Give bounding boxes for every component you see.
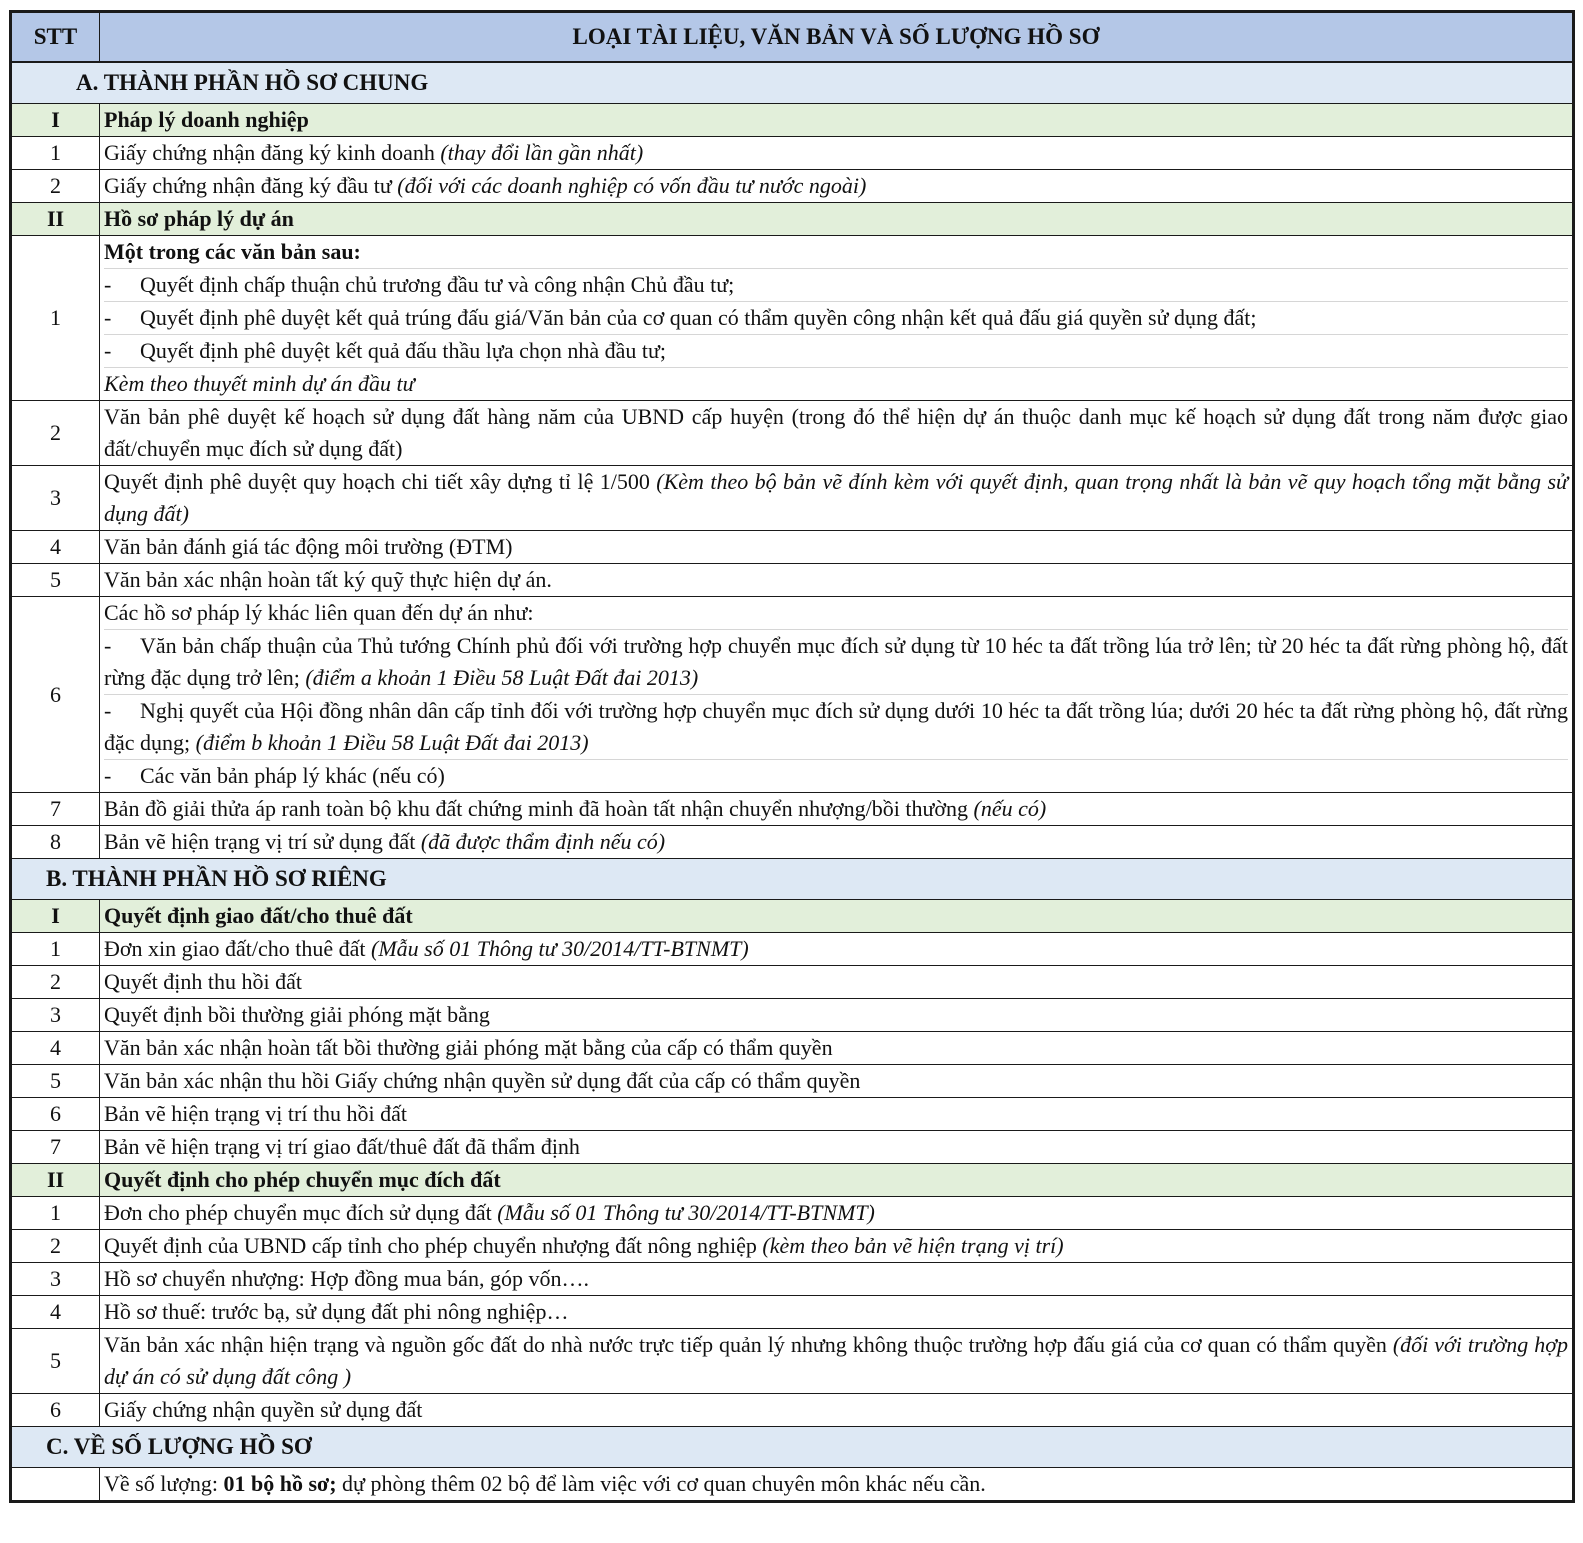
row-number: 3 (12, 999, 100, 1032)
group-number: II (12, 203, 100, 236)
row-text: Quyết định thu hồi đất (100, 966, 1573, 999)
row-note: (kèm theo bản vẽ hiện trạng vị trí) (762, 1233, 1064, 1258)
row-number: 2 (12, 1230, 100, 1263)
row-text: Bản vẽ hiện trạng vị trí thu hồi đất (100, 1098, 1573, 1131)
row-number: 4 (12, 531, 100, 564)
row-number: 8 (12, 826, 100, 859)
row-text (100, 597, 1573, 793)
title-header: LOẠI TÀI LIỆU, VĂN BẢN VÀ SỐ LƯỢNG HỒ SƠ (100, 13, 1573, 63)
list-item: - Quyết định chấp thuận chủ trương đầu tư và công nhận Chủ đầu tư; (104, 268, 1568, 301)
table-row (12, 1263, 1573, 1296)
row-text: Bản vẽ hiện trạng vị trí sử dụng đất (đã được thẩm định nếu có) (100, 826, 1573, 859)
row-text: Đơn xin giao đất/cho thuê đất (Mẫu số 01 Thông tư 30/2014/TT-BTNMT) (100, 933, 1573, 966)
group-row (12, 1164, 1573, 1197)
row-number: 6 (12, 1394, 100, 1427)
group-number: I (12, 104, 100, 137)
row-number: 2 (12, 966, 100, 999)
row-text: Về số lượng: 01 bộ hồ sơ; dự phòng thêm 02 bộ để làm việc với cơ quan chuyên môn khác nếu cần. (100, 1468, 1573, 1501)
group-number: II (12, 1164, 100, 1197)
row-text: Quyết định của UBND cấp tỉnh cho phép chuyển nhượng đất nông nghiệp (kèm theo bản vẽ hiện trạng vị trí) (100, 1230, 1573, 1263)
table-row (12, 1065, 1573, 1098)
table-row (12, 597, 1573, 793)
row-text: Văn bản xác nhận hoàn tất ký quỹ thực hiện dự án. (100, 564, 1573, 597)
row-number (12, 1468, 100, 1501)
row-lead: Các hồ sơ pháp lý khác liên quan đến dự án như: (104, 600, 534, 625)
section-b-title: B. THÀNH PHẦN HỒ SƠ RIÊNG (12, 859, 1573, 900)
row-number: 5 (12, 1329, 100, 1394)
list-item: - Văn bản chấp thuận của Thủ tướng Chính phủ đối với trường hợp chuyển mục đích sử dụng từ 10 héc ta đất trồng lúa trở lên; từ 20 héc ta đất rừng phòng hộ, đất rừng đặc dụng trở lên; (điểm a khoản 1 Điều 58 Luật Đất đai 2013) (104, 629, 1568, 694)
row-text: Văn bản phê duyệt kế hoạch sử dụng đất hàng năm của UBND cấp huyện (trong đó thể hiện dự án thuộc danh mục kế hoạch sử dụng đất trong năm được giao đất/chuyển mục đích sử dụng đất) (100, 401, 1573, 466)
table-row (12, 966, 1573, 999)
row-note: (Mẫu số 01 Thông tư 30/2014/TT-BTNMT) (371, 936, 749, 961)
table-row (12, 170, 1573, 203)
row-note: (Kèm theo bộ bản vẽ đính kèm với quyết định, quan trọng nhất là bản vẽ quy hoạch tổng mặt bằng sử dụng đất) (104, 469, 1568, 526)
section-a-row (12, 62, 1573, 104)
row-note: (đối với các doanh nghiệp có vốn đầu tư nước ngoài) (397, 173, 867, 198)
table-row (12, 401, 1573, 466)
table-row (12, 933, 1573, 966)
row-lead: Một trong các văn bản sau: (104, 239, 361, 264)
group-row (12, 104, 1573, 137)
row-number: 1 (12, 933, 100, 966)
section-c-title: C. VỀ SỐ LƯỢNG HỒ SƠ (12, 1427, 1573, 1468)
row-number: 2 (12, 170, 100, 203)
row-text: Bản đồ giải thửa áp ranh toàn bộ khu đất chứng minh đã hoàn tất nhận chuyển nhượng/bồi thường (nếu có) (100, 793, 1573, 826)
table-row (12, 1230, 1573, 1263)
group-row (12, 203, 1573, 236)
table-row (12, 1394, 1573, 1427)
row-text: Văn bản xác nhận hiện trạng và nguồn gốc đất do nhà nước trực tiếp quản lý nhưng không thuộc trường hợp đấu giá của cơ quan có thẩm quyền (đối với trường hợp dự án có sử dụng đất công ) (100, 1329, 1573, 1394)
row-text: Giấy chứng nhận đăng ký đầu tư (đối với các doanh nghiệp có vốn đầu tư nước ngoài) (100, 170, 1573, 203)
row-text: Quyết định bồi thường giải phóng mặt bằng (100, 999, 1573, 1032)
row-number: 7 (12, 1131, 100, 1164)
row-text (100, 236, 1573, 401)
row-number: 6 (12, 1098, 100, 1131)
bold-text: 01 bộ hồ sơ; (223, 1471, 337, 1496)
row-number: 1 (12, 137, 100, 170)
table-row (12, 793, 1573, 826)
row-tail: Kèm theo thuyết minh dự án đầu tư (104, 367, 1568, 400)
document-table-sheet (9, 10, 1575, 1503)
row-text: Hồ sơ chuyển nhượng: Hợp đồng mua bán, góp vốn…. (100, 1263, 1573, 1296)
table-row (12, 1032, 1573, 1065)
row-text: Hồ sơ thuế: trước bạ, sử dụng đất phi nông nghiệp… (100, 1296, 1573, 1329)
table-row (12, 236, 1573, 401)
row-note: (nếu có) (973, 796, 1047, 821)
group-title: Pháp lý doanh nghiệp (100, 104, 1573, 137)
group-row (12, 900, 1573, 933)
row-text: Văn bản đánh giá tác động môi trường (ĐTM) (100, 531, 1573, 564)
table-row (12, 1329, 1573, 1394)
table-row (12, 1468, 1573, 1501)
row-text: Văn bản xác nhận thu hồi Giấy chứng nhận quyền sử dụng đất của cấp có thẩm quyền (100, 1065, 1573, 1098)
group-title: Quyết định cho phép chuyển mục đích đất (100, 1164, 1573, 1197)
group-number: I (12, 900, 100, 933)
table-row (12, 564, 1573, 597)
table-row (12, 1098, 1573, 1131)
section-b-row (12, 859, 1573, 900)
table-row (12, 531, 1573, 564)
row-text: Đơn cho phép chuyển mục đích sử dụng đất (Mẫu số 01 Thông tư 30/2014/TT-BTNMT) (100, 1197, 1573, 1230)
row-number: 5 (12, 1065, 100, 1098)
table-row (12, 826, 1573, 859)
row-number: 5 (12, 564, 100, 597)
row-number: 6 (12, 597, 100, 793)
document-table (11, 12, 1573, 1501)
row-number: 7 (12, 793, 100, 826)
table-row (12, 1131, 1573, 1164)
table-row (12, 466, 1573, 531)
row-number: 2 (12, 401, 100, 466)
row-text: Giấy chứng nhận quyền sử dụng đất (100, 1394, 1573, 1427)
row-number: 3 (12, 466, 100, 531)
list-item: - Nghị quyết của Hội đồng nhân dân cấp tỉnh đối với trường hợp chuyển mục đích sử dụng dưới 10 héc ta đất trồng lúa; dưới 20 héc ta đất rừng phòng hộ, đất rừng đặc dụng; (điểm b khoản 1 Điều 58 Luật Đất đai 2013) (104, 694, 1568, 759)
list-item: - Quyết định phê duyệt kết quả trúng đấu giá/Văn bản của cơ quan có thẩm quyền công nhận kết quả đấu giá quyền sử dụng đất; (104, 301, 1568, 334)
row-note: (đã được thẩm định nếu có) (420, 829, 666, 854)
section-c-row (12, 1427, 1573, 1468)
row-number: 1 (12, 1197, 100, 1230)
table-row (12, 999, 1573, 1032)
group-title: Quyết định giao đất/cho thuê đất (100, 900, 1573, 933)
row-text: Quyết định phê duyệt quy hoạch chi tiết xây dựng tỉ lệ 1/500 (Kèm theo bộ bản vẽ đính kèm với quyết định, quan trọng nhất là bản vẽ quy hoạch tổng mặt bằng sử dụng đất) (100, 466, 1573, 531)
table-row (12, 137, 1573, 170)
list-item: - Các văn bản pháp lý khác (nếu có) (104, 759, 1568, 792)
row-text: Văn bản xác nhận hoàn tất bồi thường giải phóng mặt bằng của cấp có thẩm quyền (100, 1032, 1573, 1065)
row-note: (thay đổi lần gần nhất) (440, 140, 644, 165)
row-note: (Mẫu số 01 Thông tư 30/2014/TT-BTNMT) (497, 1200, 875, 1225)
group-title: Hồ sơ pháp lý dự án (100, 203, 1573, 236)
row-number: 3 (12, 1263, 100, 1296)
row-text: Giấy chứng nhận đăng ký kinh doanh (thay đổi lần gần nhất) (100, 137, 1573, 170)
table-row (12, 1296, 1573, 1329)
row-note: (đối với trường hợp dự án có sử dụng đất công ) (104, 1332, 1569, 1389)
row-number: 4 (12, 1296, 100, 1329)
row-text: Bản vẽ hiện trạng vị trí giao đất/thuê đất đã thẩm định (100, 1131, 1573, 1164)
list-item: - Quyết định phê duyệt kết quả đấu thầu lựa chọn nhà đầu tư; (104, 334, 1568, 367)
table-header-row (12, 13, 1573, 63)
table-row (12, 1197, 1573, 1230)
section-a-title: A. THÀNH PHẦN HỒ SƠ CHUNG (12, 62, 1573, 104)
row-number: 4 (12, 1032, 100, 1065)
row-number: 1 (12, 236, 100, 401)
stt-header: STT (12, 13, 100, 63)
